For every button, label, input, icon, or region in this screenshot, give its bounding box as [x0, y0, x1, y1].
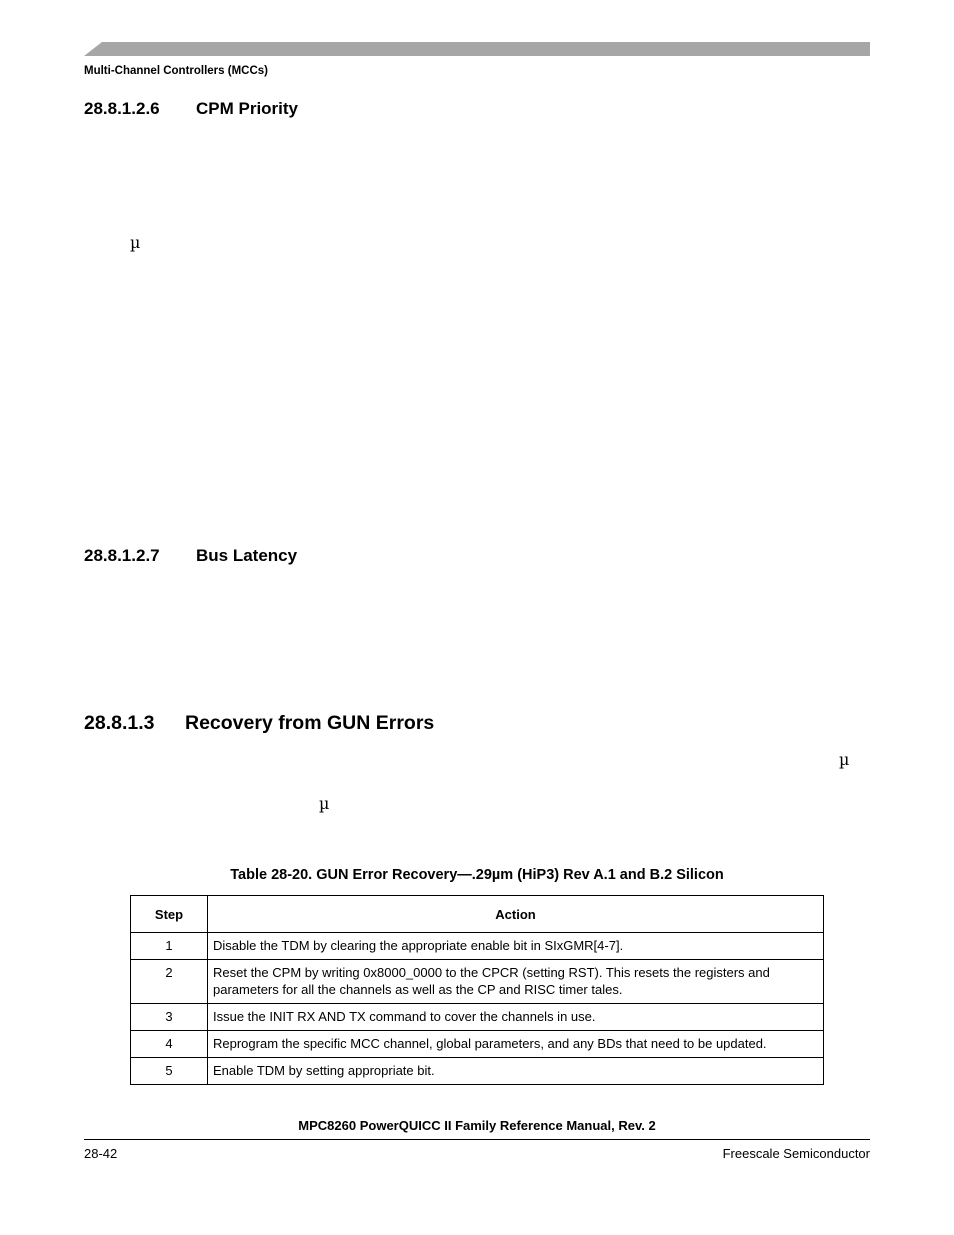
- section-heading-bus-latency: [84, 546, 297, 566]
- action-cell: Reset the CPM by writing 0x8000_0000 to the CPCR (setting RST). This resets the registers and parameters for all the channels as well as the CP and RISC timer tales.: [208, 960, 824, 1004]
- step-cell: 4: [131, 1031, 208, 1058]
- step-cell: 5: [131, 1058, 208, 1085]
- footer-manual-title: MPC8260 PowerQUICC II Family Reference Manual, Rev. 2: [298, 1118, 656, 1133]
- mu-symbol: µ: [130, 233, 141, 252]
- table-row: [131, 1004, 824, 1031]
- mu-symbol: µ: [319, 794, 330, 813]
- action-cell: Enable TDM by setting appropriate bit.: [208, 1058, 824, 1085]
- section-number: 28.8.1.2.6: [84, 99, 160, 118]
- section-title: Bus Latency: [196, 546, 298, 565]
- running-header: Multi-Channel Controllers (MCCs): [84, 65, 268, 77]
- footer-divider: [84, 1139, 870, 1140]
- gun-error-recovery-table: [130, 895, 824, 1085]
- section-title: Recovery from GUN Errors: [185, 712, 435, 734]
- column-header-step: Step: [131, 896, 208, 933]
- table-row: [131, 1031, 824, 1058]
- section-number: 28.8.1.3: [84, 712, 155, 734]
- column-header-action: Action: [208, 896, 824, 933]
- page-number: 28-42: [84, 1146, 118, 1161]
- table-row: [131, 933, 824, 960]
- step-cell: 1: [131, 933, 208, 960]
- section-heading-gun-recovery: [84, 712, 434, 735]
- action-cell: Disable the TDM by clearing the appropriate enable bit in SIxGMR[4-7].: [208, 933, 824, 960]
- step-cell: 2: [131, 960, 208, 1004]
- mu-symbol: µ: [839, 750, 850, 769]
- action-cell: Reprogram the specific MCC channel, global parameters, and any BDs that need to be updated.: [208, 1031, 824, 1058]
- table-row: [131, 1058, 824, 1085]
- step-cell: 3: [131, 1004, 208, 1031]
- section-heading-cpm-priority: [84, 99, 298, 119]
- header-bar: [84, 42, 870, 56]
- section-number: 28.8.1.2.7: [84, 546, 160, 565]
- table-row: [131, 960, 824, 1004]
- section-title: CPM Priority: [196, 99, 299, 118]
- action-cell: Issue the INIT RX AND TX command to cover the channels in use.: [208, 1004, 824, 1031]
- table-header-row: [131, 896, 824, 933]
- table-caption: Table 28-20. GUN Error Recovery—.29µm (HiP3) Rev A.1 and B.2 Silicon: [230, 867, 724, 883]
- company-name: Freescale Semiconductor: [722, 1146, 870, 1161]
